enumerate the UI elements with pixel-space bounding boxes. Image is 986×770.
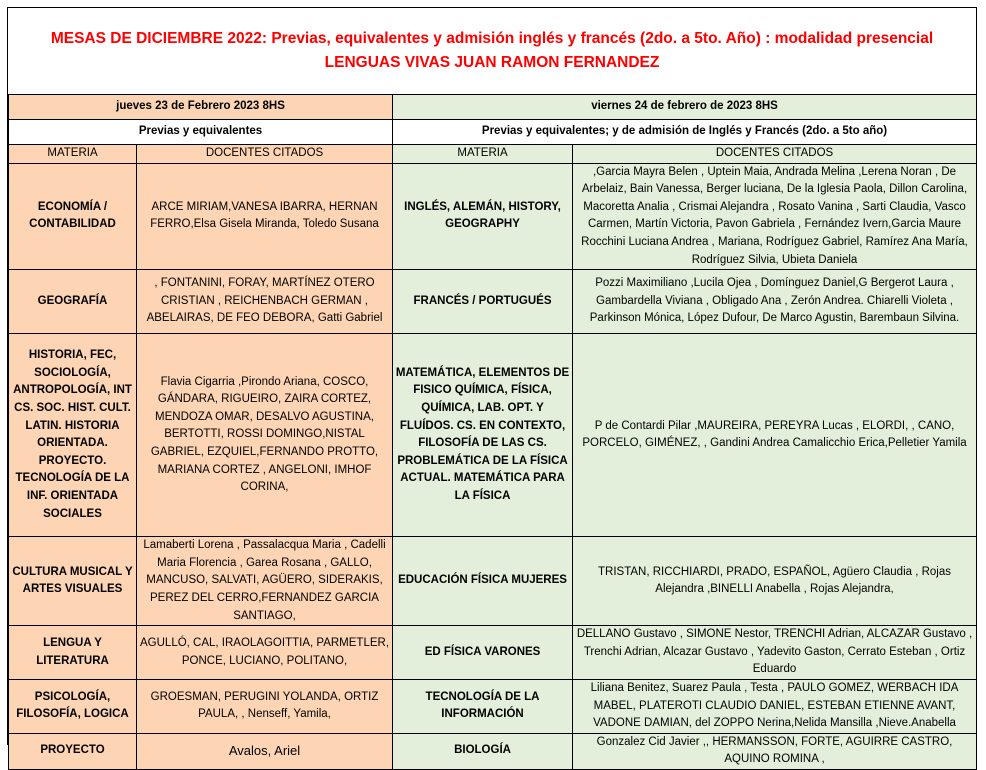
right-subject-cell: MATEMÁTICA, ELEMENTOS DE FISICO QUÍMICA, FÍSICA, QUÍMICA, LAB. OPT. Y FLUÍDOS. CS. EN CONTEXTO, FILOSOFÍA DE LAS CS. PROBLEMÁTICA DE LA FÍSICA ACTUAL. MATEMÁTICA PARA LA FÍSICA — [393, 334, 573, 537]
table-row — [9, 537, 977, 626]
left-subject-cell: GEOGRAFÍA — [9, 270, 137, 334]
right-subject-cell: FRANCÉS / PORTUGUÉS — [393, 270, 573, 334]
left-subject-cell: PSICOLOGÍA, FILOSOFÍA, LOGICA — [9, 679, 137, 733]
left-subject-cell: CULTURA MUSICAL Y ARTES VISUALES — [9, 537, 137, 626]
title-line-2: LENGUAS VIVAS JUAN RAMON FERNANDEZ — [324, 54, 660, 71]
section-right-heading: Previas y equivalentes; y de admisión de Inglés y Francés (2do. a 5to año) — [393, 120, 977, 145]
right-teachers-cell: P de Contardi Pilar ,MAUREIRA, PEREYRA Lucas , ELORDI, , CANO, PORCELO, GIMÉNEZ, , Gandini Andrea Camalicchio Erica,Pelletier Yamila — [573, 334, 977, 537]
right-teachers-cell: TRISTAN, RICCHIARDI, PRADO, ESPAÑOL, Agüero Claudia , Rojas Alejandra ,BINELLI Anabella , Rojas Alejandra, — [573, 537, 977, 626]
left-subject-cell: LENGUA Y LITERATURA — [9, 626, 137, 680]
left-subject-cell: HISTORIA, FEC, SOCIOLOGÍA, ANTROPOLOGÍA, INT CS. SOC. HIST. CULT. LATIN. HISTORIA ORIENTADA. PROYECTO. TECNOLOGÍA DE LA INF. ORIENTADA SOCIALES — [9, 334, 137, 537]
schedule-table — [8, 94, 977, 770]
title-block — [8, 8, 976, 94]
right-subject-cell: EDUCACIÓN FÍSICA MUJERES — [393, 537, 573, 626]
title-line-1: MESAS DE DICIEMBRE 2022: Previas, equivalentes y admisión inglés y francés (2do. a 5to. Año) : modalidad presencial — [50, 30, 934, 47]
right-teachers-cell: ,Garcia Mayra Belen , Uptein Maia, Andrada Melina ,Lerena Noran , De Arbelaiz, Bain Vanessa, Berger luciana, De la Iglesia Paola, Dillon Carolina, Macoretta Analia , Crismai Alejandra , Rosato Vanina , Sarti Claudia, Vasco Carmen, Martín Victoria, Pavon Gabriela , Fernández Ivern,Garcia Maure Rocchini Luciana Andrea , Mariana, Rodríguez Gabriel, Ramírez Ana María, Rodríguez Silvia, Ubieta Daniela — [573, 163, 977, 270]
day-left-heading: jueves 23 de Febrero 2023 8HS — [9, 95, 393, 120]
table-row — [9, 626, 977, 680]
table-row — [9, 733, 977, 769]
col-header-materia-right: MATERIA — [393, 145, 573, 164]
right-subject-cell: ED FÍSICA VARONES — [393, 626, 573, 680]
table-row — [9, 334, 977, 537]
right-teachers-cell: Pozzi Maximiliano ,Lucila Ojea , Domínguez Daniel,G Bergerot Laura , Gambardella Viviana , Obligado Ana , Zerón Andrea. Chiarelli Violeta , Parkinson Mónica, López Dufour, De Marco Agustin, Barembaun Silvina. — [573, 270, 977, 334]
col-header-docentes-right: DOCENTES CITADOS — [573, 145, 977, 164]
table-row — [9, 679, 977, 733]
left-teachers-cell: , FONTANINI, FORAY, MARTÍNEZ OTERO CRISTIAN , REICHENBACH GERMAN , ABELAIRAS, DE FEO DEBORA, Gatti Gabriel — [137, 270, 393, 334]
left-teachers-cell: GROESMAN, PERUGINI YOLANDA, ORTIZ PAULA, , Nenseff, Yamila, — [137, 679, 393, 733]
left-subject-cell: ECONOMÍA / CONTABILIDAD — [9, 163, 137, 270]
right-subject-cell: BIOLOGÍA — [393, 733, 573, 769]
table-row — [9, 163, 977, 270]
schedule-sheet — [7, 7, 977, 766]
left-teachers-cell: Flavia Cigarria ,Pirondo Ariana, COSCO, GÁNDARA, RIGUEIRO, ZAIRA CORTEZ, MENDOZA OMAR, DESALVO AGUSTINA, BERTOTTI, ROSSI DOMINGO,NISTAL GABRIEL, EZQUIEL,FERNANDO PROTTO, MARIANA CORTEZ , ANGELONI, IMHOF CORINA, — [137, 334, 393, 537]
col-header-docentes-left: DOCENTES CITADOS — [137, 145, 393, 164]
left-teachers-cell: Avalos, Ariel — [137, 733, 393, 769]
left-subject-cell: PROYECTO — [9, 733, 137, 769]
right-teachers-cell: Liliana Benitez, Suarez Paula , Testa , PAULO GOMEZ, WERBACH IDA MABEL, PLATEROTI CLAUDIO DANIEL, ESTEBAN ETIENNE AVANT, VADONE DAMIAN, del ZOPPO Nerina,Nelida Mansilla ,Nieve.Anabella — [573, 679, 977, 733]
left-teachers-cell: AGULLÓ, CAL, IRAOLAGOITTIA, PARMETLER, PONCE, LUCIANO, POLITANO, — [137, 626, 393, 680]
section-left-heading: Previas y equivalentes — [9, 120, 393, 145]
left-teachers-cell: ARCE MIRIAM,VANESA IBARRA, HERNAN FERRO,Elsa Gisela Miranda, Toledo Susana — [137, 163, 393, 270]
table-row — [9, 270, 977, 334]
right-teachers-cell: DELLANO Gustavo , SIMONE Nestor, TRENCHI Adrian, ALCAZAR Gustavo , Trenchi Adrian, Alcazar Gustavo , Yadevito Gaston, Cerrato Esteban , Ortiz Eduardo — [573, 626, 977, 680]
left-teachers-cell: Lamaberti Lorena , Passalacqua Maria , Cadelli Maria Florencia , Garea Rosana , GALLO, MANCUSO, SALVATI, AGÜERO, SIDERAKIS, PEREZ DEL CERRO,FERNANDEZ GARCIA SANTIAGO, — [137, 537, 393, 626]
right-teachers-cell: Gonzalez Cid Javier ,, HERMANSSON, FORTE, AGUIRRE CASTRO, AQUINO ROMINA , — [573, 733, 977, 769]
right-subject-cell: INGLÉS, ALEMÁN, HISTORY, GEOGRAPHY — [393, 163, 573, 270]
day-right-heading: viernes 24 de febrero de 2023 8HS — [393, 95, 977, 120]
right-subject-cell: TECNOLOGÍA DE LA INFORMACIÓN — [393, 679, 573, 733]
col-header-materia-left: MATERIA — [9, 145, 137, 164]
